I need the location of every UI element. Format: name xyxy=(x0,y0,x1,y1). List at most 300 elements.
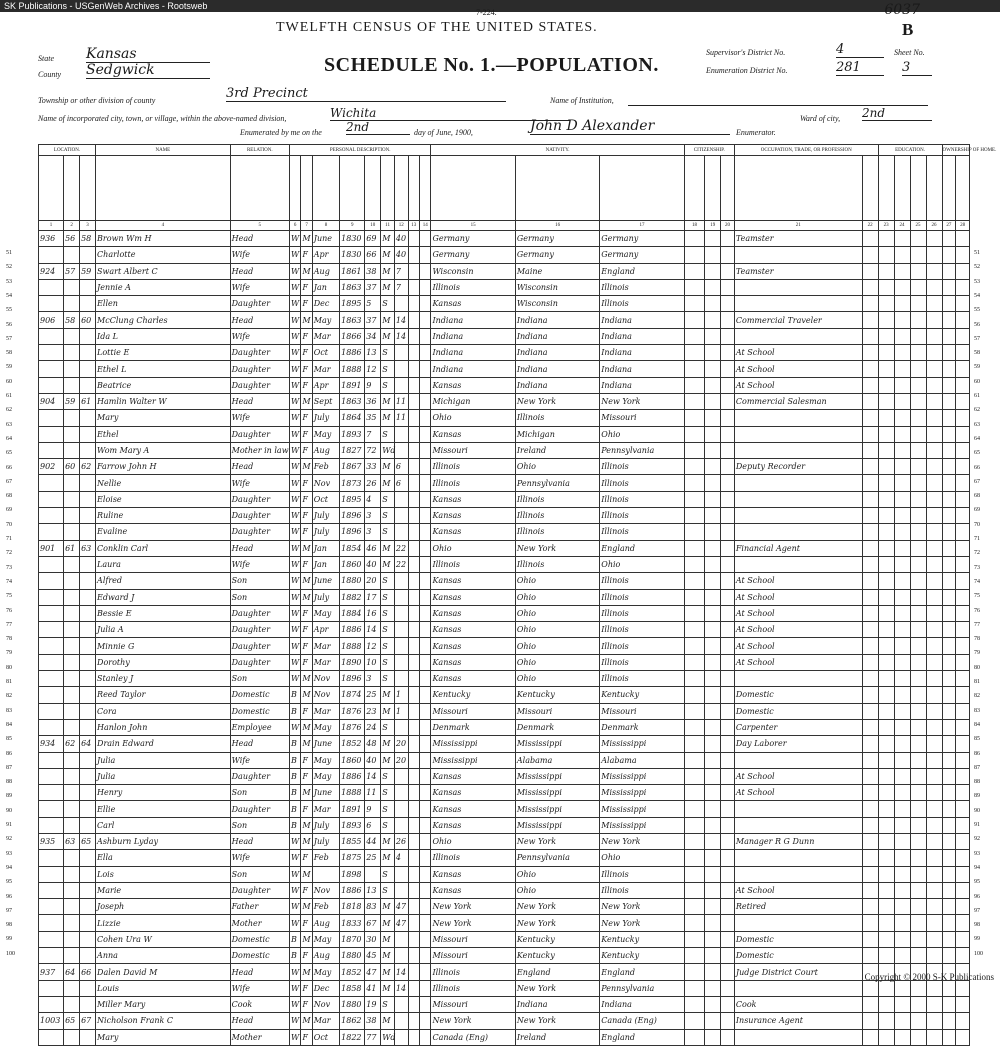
occupation xyxy=(734,801,862,817)
marital-status: M xyxy=(381,703,395,719)
owned-or-rented xyxy=(942,654,956,670)
can-write xyxy=(910,589,926,605)
enumerator-name: John D Alexander xyxy=(530,118,730,135)
column-number: 20 xyxy=(721,221,735,231)
line-number: 98 xyxy=(974,922,980,929)
years-married xyxy=(394,491,408,507)
attended-school xyxy=(878,1029,894,1045)
line-number: 57 xyxy=(974,335,980,342)
relation: Daughter xyxy=(230,491,289,507)
can-write xyxy=(910,703,926,719)
speaks-english xyxy=(926,393,942,409)
immigration-year xyxy=(684,915,705,931)
table-row xyxy=(39,996,970,1012)
mother-birthplace: Ohio xyxy=(600,850,684,866)
house-number xyxy=(39,899,64,915)
occupation xyxy=(734,410,862,426)
children-living xyxy=(419,654,430,670)
dwelling-number xyxy=(64,589,80,605)
children-living xyxy=(419,605,430,621)
occupation xyxy=(734,279,862,295)
years-married: 6 xyxy=(394,475,408,491)
column-number: 27 xyxy=(942,221,956,231)
marital-status: M xyxy=(381,899,395,915)
color: W xyxy=(289,345,300,361)
naturalization xyxy=(721,768,735,784)
years-married: 22 xyxy=(394,540,408,556)
relation: Daughter xyxy=(230,524,289,540)
table-row xyxy=(39,833,970,849)
months-unemployed xyxy=(862,263,878,279)
line-number: 88 xyxy=(6,779,12,786)
color: W xyxy=(289,296,300,312)
months-unemployed xyxy=(862,247,878,263)
line-number: 85 xyxy=(6,736,12,743)
years-in-us xyxy=(705,996,721,1012)
can-write xyxy=(910,605,926,621)
dwelling-number xyxy=(64,687,80,703)
years-married: 1 xyxy=(394,687,408,703)
table-row xyxy=(39,768,970,784)
speaks-english xyxy=(926,605,942,621)
free-or-mortgaged xyxy=(956,752,970,768)
dwelling-number xyxy=(64,996,80,1012)
children-living xyxy=(419,768,430,784)
years-married xyxy=(394,524,408,540)
line-number: 89 xyxy=(974,793,980,800)
years-in-us xyxy=(705,426,721,442)
marital-status: M xyxy=(381,459,395,475)
person-name: Evaline xyxy=(96,524,231,540)
naturalization xyxy=(721,980,735,996)
mother-birthplace: Illinois xyxy=(600,605,684,621)
children-living xyxy=(419,377,430,393)
table-row xyxy=(39,752,970,768)
line-number: 79 xyxy=(974,650,980,657)
mother-of xyxy=(408,345,419,361)
years-in-us xyxy=(705,279,721,295)
mother-of xyxy=(408,410,419,426)
mother-birthplace: Illinois xyxy=(600,524,684,540)
relation: Head xyxy=(230,231,289,247)
children-living xyxy=(419,410,430,426)
relation: Daughter xyxy=(230,654,289,670)
marital-status: S xyxy=(381,491,395,507)
birth-month: May xyxy=(312,719,339,735)
mother-birthplace: Illinois xyxy=(600,622,684,638)
can-read xyxy=(894,638,910,654)
family-number xyxy=(80,638,96,654)
person-name: Mary xyxy=(96,1029,231,1045)
age: 44 xyxy=(365,833,381,849)
sheet-no-label: Sheet No. xyxy=(894,48,925,57)
house-number xyxy=(39,556,64,572)
person-name: Minnie G xyxy=(96,638,231,654)
can-read xyxy=(894,296,910,312)
birth-month: Dec xyxy=(312,980,339,996)
mother-of xyxy=(408,263,419,279)
line-number: 88 xyxy=(974,779,980,786)
dwelling-number xyxy=(64,296,80,312)
family-number xyxy=(80,948,96,964)
can-write xyxy=(910,524,926,540)
can-write xyxy=(910,556,926,572)
house-number xyxy=(39,931,64,947)
father-birthplace: Illinois xyxy=(515,524,599,540)
years-in-us xyxy=(705,508,721,524)
house-number xyxy=(39,654,64,670)
line-number: 63 xyxy=(6,421,12,428)
months-unemployed xyxy=(862,1013,878,1029)
naturalization xyxy=(721,1013,735,1029)
age: 17 xyxy=(365,589,381,605)
marital-status: M xyxy=(381,247,395,263)
naturalization xyxy=(721,247,735,263)
birth-month xyxy=(312,866,339,882)
owned-or-rented xyxy=(942,622,956,638)
children-living xyxy=(419,736,430,752)
line-number: 92 xyxy=(6,836,12,843)
person-name: Lottie E xyxy=(96,345,231,361)
group-education: EDUCATION. xyxy=(878,145,942,156)
color: W xyxy=(289,540,300,556)
person-name: Ellen xyxy=(96,296,231,312)
mother-birthplace: Canada (Eng) xyxy=(600,1013,684,1029)
owned-or-rented xyxy=(942,524,956,540)
occupation: At School xyxy=(734,882,862,898)
sex: F xyxy=(301,638,312,654)
birth-month: Nov xyxy=(312,996,339,1012)
line-number: 83 xyxy=(6,707,12,714)
color: W xyxy=(289,247,300,263)
age: 19 xyxy=(365,996,381,1012)
can-write xyxy=(910,931,926,947)
can-write xyxy=(910,328,926,344)
person-name: Edward J xyxy=(96,589,231,605)
relation: Mother in law xyxy=(230,442,289,458)
line-number: 67 xyxy=(974,478,980,485)
attended-school xyxy=(878,882,894,898)
immigration-year xyxy=(684,328,705,344)
speaks-english xyxy=(926,850,942,866)
speaks-english xyxy=(926,410,942,426)
years-married: 22 xyxy=(394,556,408,572)
owned-or-rented xyxy=(942,671,956,687)
occupation xyxy=(734,752,862,768)
birthplace: Mississippi xyxy=(431,736,515,752)
table-row xyxy=(39,573,970,589)
dwelling-number xyxy=(64,671,80,687)
relation: Son xyxy=(230,573,289,589)
house-number xyxy=(39,622,64,638)
can-write xyxy=(910,296,926,312)
marital-status: M xyxy=(381,312,395,328)
occupation: Insurance Agent xyxy=(734,1013,862,1029)
person-name: Mary xyxy=(96,410,231,426)
mother-of xyxy=(408,899,419,915)
speaks-english xyxy=(926,475,942,491)
months-unemployed xyxy=(862,524,878,540)
free-or-mortgaged xyxy=(956,736,970,752)
dwelling-number xyxy=(64,426,80,442)
immigration-year xyxy=(684,866,705,882)
house-number xyxy=(39,573,64,589)
column-number: 22 xyxy=(862,221,878,231)
birth-month: Aug xyxy=(312,442,339,458)
naturalization xyxy=(721,654,735,670)
occupation xyxy=(734,850,862,866)
attended-school xyxy=(878,589,894,605)
mother-of xyxy=(408,687,419,703)
birthplace: Kansas xyxy=(431,768,515,784)
relation: Daughter xyxy=(230,361,289,377)
birth-month: May xyxy=(312,964,339,980)
column-number: 28 xyxy=(956,221,970,231)
children-living xyxy=(419,475,430,491)
birth-year: 1854 xyxy=(340,540,365,556)
person-name: Louis xyxy=(96,980,231,996)
birth-month: Dec xyxy=(312,296,339,312)
family-number xyxy=(80,801,96,817)
line-number: 64 xyxy=(974,435,980,442)
line-number: 72 xyxy=(6,550,12,557)
table-row xyxy=(39,393,970,409)
free-or-mortgaged xyxy=(956,524,970,540)
age: 3 xyxy=(365,671,381,687)
children-living xyxy=(419,899,430,915)
years-married xyxy=(394,296,408,312)
immigration-year xyxy=(684,736,705,752)
months-unemployed xyxy=(862,654,878,670)
family-number xyxy=(80,622,96,638)
free-or-mortgaged xyxy=(956,491,970,507)
occupation: Teamster xyxy=(734,231,862,247)
years-married: 47 xyxy=(394,899,408,915)
age: 14 xyxy=(365,768,381,784)
birth-year: 1891 xyxy=(340,377,365,393)
immigration-year xyxy=(684,817,705,833)
marital-status: M xyxy=(381,410,395,426)
can-write xyxy=(910,573,926,589)
color: B xyxy=(289,736,300,752)
free-or-mortgaged xyxy=(956,1013,970,1029)
occupation: Domestic xyxy=(734,931,862,947)
free-or-mortgaged xyxy=(956,899,970,915)
birthplace: Missouri xyxy=(431,442,515,458)
mother-of xyxy=(408,231,419,247)
house-number: 902 xyxy=(39,459,64,475)
line-number: 94 xyxy=(974,864,980,871)
birth-month: Apr xyxy=(312,247,339,263)
speaks-english xyxy=(926,263,942,279)
years-in-us xyxy=(705,882,721,898)
family-number xyxy=(80,247,96,263)
person-name: Joseph xyxy=(96,899,231,915)
line-number: 71 xyxy=(6,536,12,542)
occupation xyxy=(734,524,862,540)
immigration-year xyxy=(684,964,705,980)
dwelling-number xyxy=(64,654,80,670)
birthplace: Kansas xyxy=(431,785,515,801)
marital-status: M xyxy=(381,752,395,768)
marital-status: M xyxy=(381,263,395,279)
father-birthplace: Ohio xyxy=(515,638,599,654)
column-number: 1 xyxy=(39,221,64,231)
free-or-mortgaged xyxy=(956,948,970,964)
free-or-mortgaged xyxy=(956,377,970,393)
person-name: Ethel L xyxy=(96,361,231,377)
line-number: 52 xyxy=(6,264,12,271)
father-birthplace: Mississippi xyxy=(515,736,599,752)
children-living xyxy=(419,263,430,279)
family-number xyxy=(80,817,96,833)
attended-school xyxy=(878,980,894,996)
table-row xyxy=(39,426,970,442)
mother-of xyxy=(408,915,419,931)
birth-month: Mar xyxy=(312,638,339,654)
relation: Head xyxy=(230,459,289,475)
years-in-us xyxy=(705,1029,721,1045)
color: W xyxy=(289,866,300,882)
free-or-mortgaged xyxy=(956,687,970,703)
sex: M xyxy=(301,573,312,589)
family-number xyxy=(80,605,96,621)
can-read xyxy=(894,980,910,996)
line-number: 64 xyxy=(6,435,12,442)
years-in-us xyxy=(705,377,721,393)
sex: M xyxy=(301,719,312,735)
column-number: 14 xyxy=(419,221,430,231)
free-or-mortgaged xyxy=(956,785,970,801)
immigration-year xyxy=(684,687,705,703)
color: W xyxy=(289,996,300,1012)
birth-year: 1888 xyxy=(340,638,365,654)
immigration-year xyxy=(684,996,705,1012)
naturalization xyxy=(721,719,735,735)
line-number: 82 xyxy=(974,693,980,700)
dwelling-number: 59 xyxy=(64,393,80,409)
age: 12 xyxy=(365,361,381,377)
birthplace: New York xyxy=(431,899,515,915)
naturalization xyxy=(721,915,735,931)
family-number: 67 xyxy=(80,1013,96,1029)
line-number: 74 xyxy=(974,578,980,585)
months-unemployed xyxy=(862,703,878,719)
can-read xyxy=(894,377,910,393)
enumerated-label: Enumerated by me on the xyxy=(240,128,322,137)
table-row xyxy=(39,899,970,915)
color: B xyxy=(289,703,300,719)
birth-year: 1880 xyxy=(340,573,365,589)
naturalization xyxy=(721,279,735,295)
line-number: 83 xyxy=(974,707,980,714)
color: B xyxy=(289,687,300,703)
house-number xyxy=(39,785,64,801)
immigration-year xyxy=(684,475,705,491)
line-number: 95 xyxy=(6,879,12,886)
immigration-year xyxy=(684,361,705,377)
occupation xyxy=(734,915,862,931)
owned-or-rented xyxy=(942,736,956,752)
person-name: Farrow John H xyxy=(96,459,231,475)
occupation xyxy=(734,247,862,263)
months-unemployed xyxy=(862,296,878,312)
group-nativity: NATIVITY. xyxy=(431,145,684,156)
house-number xyxy=(39,605,64,621)
mother-of xyxy=(408,638,419,654)
immigration-year xyxy=(684,573,705,589)
birth-month: Feb xyxy=(312,899,339,915)
birth-month: May xyxy=(312,752,339,768)
attended-school xyxy=(878,524,894,540)
age: 12 xyxy=(365,638,381,654)
table-row xyxy=(39,605,970,621)
birth-year: 1874 xyxy=(340,687,365,703)
line-number: 76 xyxy=(6,607,12,614)
age: 20 xyxy=(365,573,381,589)
occupation xyxy=(734,296,862,312)
birthplace: Kansas xyxy=(431,817,515,833)
sex: M xyxy=(301,1013,312,1029)
mother-birthplace: Mississippi xyxy=(600,817,684,833)
age: 7 xyxy=(365,426,381,442)
immigration-year xyxy=(684,540,705,556)
table-row xyxy=(39,279,970,295)
family-number xyxy=(80,556,96,572)
years-married: 6 xyxy=(394,459,408,475)
years-married: 11 xyxy=(394,410,408,426)
can-read xyxy=(894,866,910,882)
birthplace: Kentucky xyxy=(431,687,515,703)
line-number: 56 xyxy=(974,321,980,328)
birthplace: Indiana xyxy=(431,312,515,328)
group-citizenship: CITIZENSHIP. xyxy=(684,145,734,156)
occupation xyxy=(734,328,862,344)
relation: Head xyxy=(230,540,289,556)
birthplace: New York xyxy=(431,915,515,931)
months-unemployed xyxy=(862,508,878,524)
mother-birthplace: Indiana xyxy=(600,312,684,328)
line-number: 82 xyxy=(6,693,12,700)
sex: F xyxy=(301,508,312,524)
marital-status: S xyxy=(381,638,395,654)
birth-month: Aug xyxy=(312,915,339,931)
months-unemployed xyxy=(862,345,878,361)
mother-birthplace: Indiana xyxy=(600,328,684,344)
dwelling-number xyxy=(64,1029,80,1045)
family-number xyxy=(80,279,96,295)
line-number: 93 xyxy=(974,850,980,857)
speaks-english xyxy=(926,833,942,849)
speaks-english xyxy=(926,638,942,654)
father-birthplace: England xyxy=(515,964,599,980)
mother-of xyxy=(408,556,419,572)
house-number xyxy=(39,508,64,524)
family-number xyxy=(80,345,96,361)
mother-birthplace: England xyxy=(600,1029,684,1045)
years-married xyxy=(394,948,408,964)
months-unemployed xyxy=(862,377,878,393)
line-number: 96 xyxy=(974,893,980,900)
person-name: Drain Edward xyxy=(96,736,231,752)
owned-or-rented xyxy=(942,866,956,882)
family-number xyxy=(80,1029,96,1045)
family-number xyxy=(80,785,96,801)
naturalization xyxy=(721,573,735,589)
person-name: Ruline xyxy=(96,508,231,524)
children-living xyxy=(419,866,430,882)
children-living xyxy=(419,312,430,328)
